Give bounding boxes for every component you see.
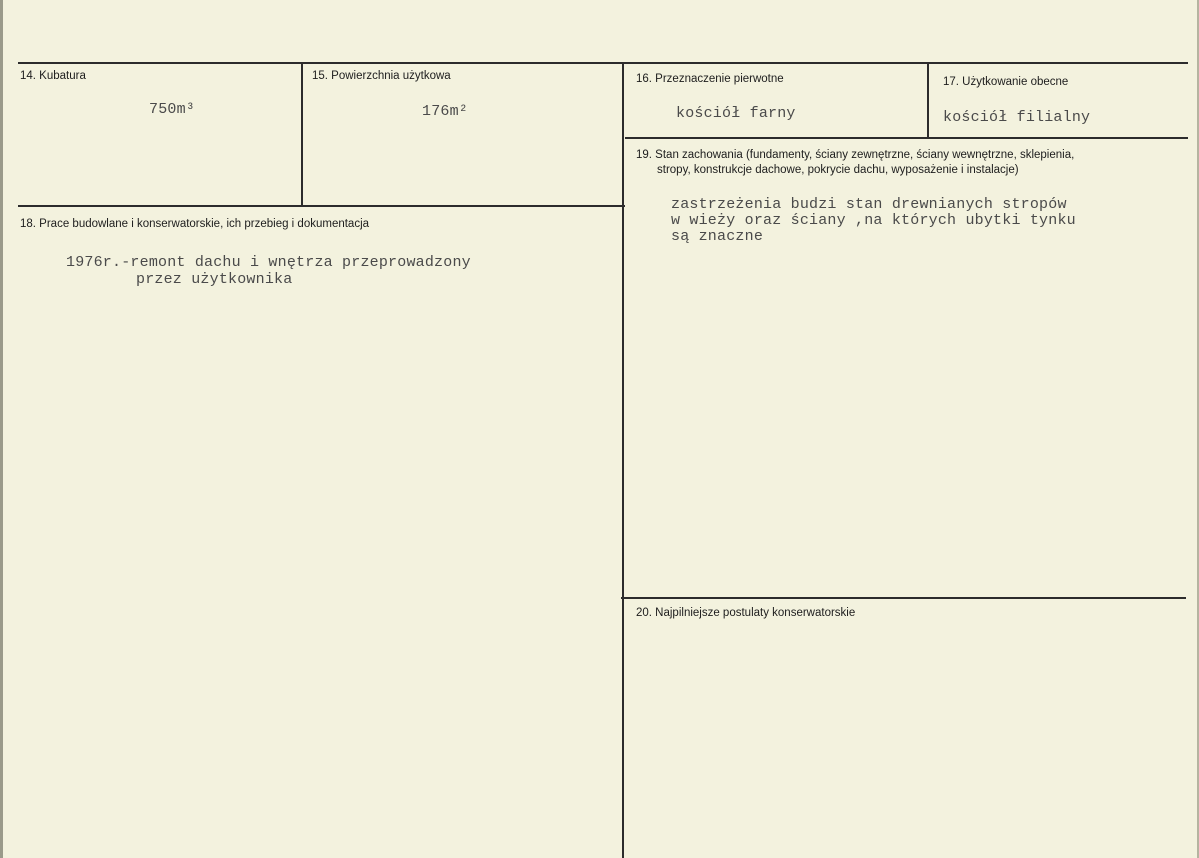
field-15-label: 15. Powierzchnia użytkowa [312, 70, 451, 82]
rule-below-16-17 [625, 137, 1188, 139]
field-18-label: 18. Prace budowlane i konserwatorskie, ich przebieg i dokumentacja [20, 218, 370, 230]
field-19-label-line-2: stropy, konstrukcje dachowe, pokrycie dachu, wyposażenie i instalacje) [657, 164, 1019, 176]
field-15-value: 176m² [422, 103, 469, 120]
field-17-value: kościół filialny [943, 109, 1091, 126]
field-18-value-line-1: 1976r.-remont dachu i wnętrza przeprowadzony [66, 254, 471, 271]
field-16-value: kościół farny [676, 105, 796, 122]
rule-below-14-15 [18, 205, 625, 207]
divider-14-15 [301, 62, 303, 206]
field-14-value: 750m³ [149, 101, 196, 118]
top-rule [18, 62, 1188, 64]
field-19-value-line-3: są znaczne [671, 228, 764, 245]
rule-above-20 [621, 597, 1186, 599]
card-edge-left [0, 0, 3, 858]
field-18-value-line-2: przez użytkownika [136, 271, 293, 288]
field-19-value-line-2: w wieży oraz ściany ,na których ubytki tynku [671, 212, 1076, 229]
field-19-value-line-1: zastrzeżenia budzi stan drewnianych stropów [671, 196, 1067, 213]
field-20-label: 20. Najpilniejsze postulaty konserwatorskie [636, 607, 856, 619]
field-16-label: 16. Przeznaczenie pierwotne [636, 73, 784, 85]
divider-main-column [622, 62, 624, 858]
field-19-label-line-1: 19. Stan zachowania (fundamenty, ściany zewnętrzne, ściany wewnętrzne, sklepienia, [636, 149, 1075, 161]
field-14-label: 14. Kubatura [20, 70, 86, 82]
divider-16-17 [927, 62, 929, 138]
field-17-label: 17. Użytkowanie obecne [943, 76, 1069, 88]
